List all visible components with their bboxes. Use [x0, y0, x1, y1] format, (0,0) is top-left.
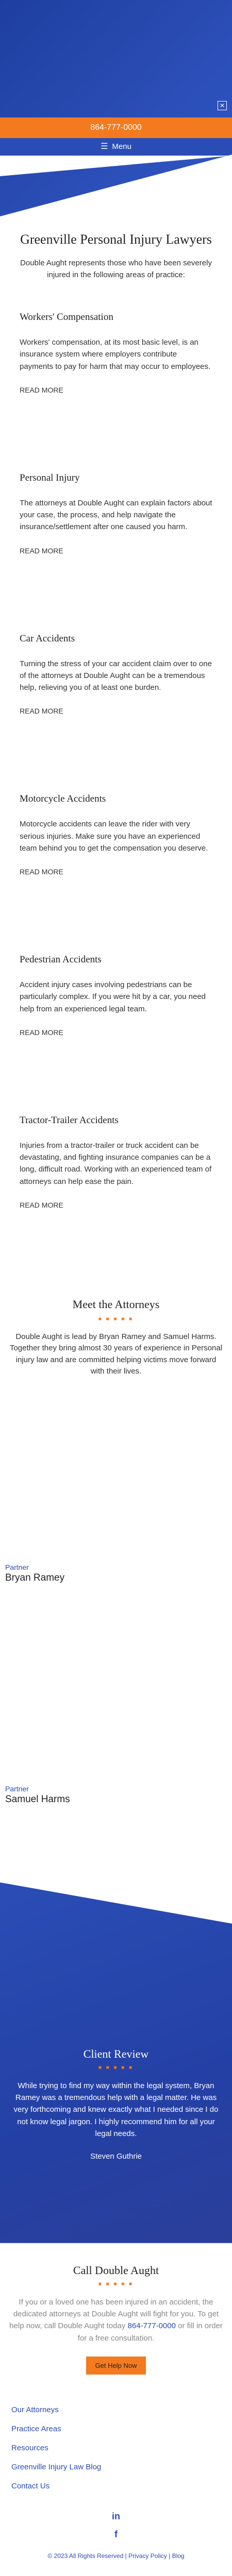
- header-phone-number[interactable]: 864-777-0000: [90, 123, 142, 132]
- attorney-name[interactable]: Bryan Ramey: [5, 1572, 65, 1583]
- linkedin-icon[interactable]: in: [112, 2511, 120, 2521]
- practice-title: Pedestrian Accidents: [20, 954, 102, 965]
- practice-item-pedestrian: [20, 954, 212, 1038]
- practice-title: Car Accidents: [20, 633, 75, 644]
- dots-divider: ■ ■ ■ ■ ■: [98, 1316, 134, 1322]
- practice-text: Turning the stress of your car accident claim over to one of the attorneys at Double Aught can be a tremendous help, relieving you of at least one burden.: [20, 659, 212, 692]
- dots-divider: ■ ■ ■ ■ ■: [98, 2281, 134, 2287]
- review-title: Client Review: [83, 2047, 149, 2060]
- attorneys-section: [0, 1287, 232, 1378]
- practice-title: Workers' Compensation: [20, 312, 113, 323]
- practice-text: The attorneys at Double Aught can explain factors about your case, the process, and help navigate the insurance/settlement after one caused you harm.: [20, 498, 212, 532]
- intro-section: [0, 216, 232, 312]
- call-text-after: or fill in order for a free consultation.: [77, 2321, 223, 2343]
- read-more-link[interactable]: READ MORE: [20, 707, 63, 716]
- review-author: Steven Guthrie: [90, 2152, 142, 2161]
- read-more-link[interactable]: READ MORE: [20, 1028, 63, 1037]
- copyright-text: © 2023 All Rights Reserved | Privacy Policy | Blog: [47, 2552, 185, 2560]
- footer-link-contact-us[interactable]: Contact Us: [11, 2481, 50, 2490]
- read-more-link[interactable]: READ MORE: [20, 1200, 63, 1209]
- read-more-link[interactable]: READ MORE: [20, 868, 63, 876]
- call-text: [7, 2296, 225, 2344]
- get-help-now-button[interactable]: Get Help Now: [86, 2357, 146, 2375]
- practice-title: Motorcycle Accidents: [20, 793, 106, 805]
- practice-item-car-accidents: [20, 633, 212, 717]
- menu-label: Menu: [112, 142, 131, 151]
- footer-link-resources[interactable]: Resources: [11, 2443, 48, 2452]
- menu-button[interactable]: [0, 138, 232, 156]
- practice-text: Workers' compensation, at its most basic level, is an insurance system where employers contribute payments to pay for harm that may occur to employees.: [20, 338, 211, 371]
- call-text-before: If you or a loved one has been injured in an accident, the dedicated attorneys at Double Aught will fight for you. To get help now, call Double Aught today: [9, 2297, 219, 2331]
- hamburger-icon: ☰: [101, 142, 108, 151]
- intro-text: Double Aught represents those who have been severely injured in the following areas of practice:: [20, 259, 212, 279]
- social-links: [0, 2506, 232, 2545]
- read-more-link[interactable]: READ MORE: [20, 546, 63, 555]
- client-review-section: [0, 1883, 232, 2243]
- practice-item-motorcycle: [20, 793, 212, 877]
- attorney-role: Partner: [5, 1563, 29, 1571]
- attorney-card-samuel-harms[interactable]: [0, 1785, 232, 1805]
- practice-item-tractor-trailer: [20, 1115, 212, 1210]
- footer-nav: [0, 2395, 232, 2506]
- footer-link-practice-areas[interactable]: Practice Areas: [11, 2424, 61, 2433]
- footer-link-our-attorneys[interactable]: Our Attorneys: [11, 2405, 59, 2414]
- close-icon[interactable]: ✕: [218, 101, 227, 110]
- read-more-link[interactable]: READ MORE: [20, 385, 63, 394]
- call-phone-link[interactable]: 864-777-0000: [127, 2321, 176, 2331]
- practice-text: Accident injury cases involving pedestrians can be particularly complex. If you were hit by a car, you need help from an experienced legal team.: [20, 980, 206, 1013]
- facebook-icon[interactable]: f: [114, 2529, 118, 2539]
- practice-title: Tractor-Trailer Accidents: [20, 1114, 119, 1126]
- attorney-card-bryan-ramey[interactable]: [0, 1563, 232, 1584]
- attorney-name[interactable]: Samuel Harms: [5, 1793, 70, 1805]
- header-phone-bar[interactable]: [0, 117, 232, 138]
- practice-text: Injuries from a tractor-trailer or truck accident can be devastating, and fighting insurance companies can be a long, difficult road. Working with an experienced team of attorneys can help ease the pain.: [20, 1141, 212, 1186]
- call-section: [0, 2243, 232, 2395]
- review-quote: While trying to find my way within the legal system, Bryan Ramey was a tremendous help with a legal matter. He was very forthcoming and knew exactly what I needed since I do not know legal jargon. I highly recommend him for all your legal needs.: [13, 2081, 219, 2138]
- attorney-role: Partner: [5, 1784, 29, 1793]
- practice-item-workers-comp: [20, 312, 212, 395]
- call-title: Call Double Aught: [73, 2263, 159, 2277]
- dots-divider: ■ ■ ■ ■ ■: [98, 2064, 134, 2071]
- hero-banner: [0, 0, 232, 216]
- attorneys-text: Double Aught is lead by Bryan Ramey and Samuel Harms. Together they bring almost 30 years of experience in Personal injury law and are committed helping victims move forward with their lives.: [10, 1332, 222, 1376]
- footer-link-blog[interactable]: Greenville Injury Law Blog: [11, 2462, 102, 2471]
- practice-text: Motorcycle accidents can leave the rider with very serious injuries. Make sure you have an experienced team behind you to get the compensation you deserve.: [20, 820, 208, 853]
- attorneys-title: Meet the Attorneys: [72, 1297, 160, 1311]
- page-title: Greenville Personal Injury Lawyers: [20, 232, 212, 247]
- practice-areas: [0, 312, 232, 1210]
- practice-item-personal-injury: [20, 472, 212, 556]
- practice-title: Personal Injury: [20, 472, 80, 483]
